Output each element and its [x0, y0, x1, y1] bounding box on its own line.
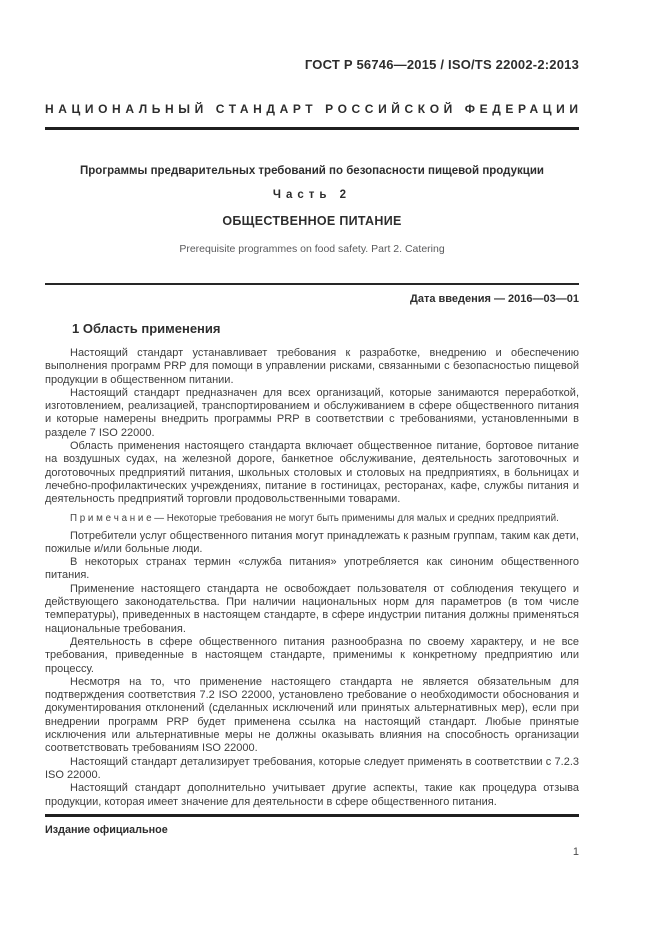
paragraph: Настоящий стандарт предназначен для всех организаций, которые занимаются переработкой, изготовлением, реализацией, транспортированием и обслуживанием в сфере общественного питания и которые намерены внедрить программы PRP в соответствии с требованиями, установленными в разделе 7 ISO 22000. [45, 386, 579, 439]
paragraph: Область применения настоящего стандарта включает общественное питание, бортовое питание на воздушных судах, на железной дороге, банкетное обслуживание, деятельность заготовочных и доготовочных предприятий питания, школьных столовых и столовых на предприятиях, в больницах и лечебно-профилактических учреждениях, питание в гостиницах, ресторанах, кафе, службы питания и деятельность предприятий торговли продовольственными товарами. [45, 440, 579, 506]
effective-date: Дата введения — 2016—03—01 [410, 293, 579, 305]
paragraph: Деятельность в сфере общественного питания разнообразна по своему характеру, и не все требования, приведенные в настоящем стандарте, применимы к конкретному предприятию или процессу. [45, 635, 579, 675]
note-paragraph: П р и м е ч а н и е — Некоторые требования не могут быть применимы для малых и средних предприятий. [70, 512, 559, 524]
paragraph: Применение настоящего стандарта не освобождает пользователя от соблюдения текущего и действующего законодательства. При наличии национальных норм для параметров (в том числе температуры), приведенных в настоящем стандарте, в сфере индустрии питания должны применяться национальные требования. [45, 582, 579, 635]
doc-subtitle-en: Prerequisite programmes on food safety. Part 2. Catering [179, 243, 445, 255]
page-footer [45, 814, 579, 858]
paragraph: Настоящий стандарт дополнительно учитывает другие аспекты, такие как процедура отзыва продукции, которая имеет значение для деятельности в сфере общественного питания. [45, 782, 579, 808]
paragraph: Несмотря на то, что применение настоящего стандарта не является обязательным для подтверждения соответствия 7.2 ISO 22000, установлено требование о необходимости обоснования и документирования отклонений (сделанных исключений или принятых альтернативных мер), если при внедрении программ PRP будет применена ссылка на настоящий стандарт. Любые принятые исключения или альтернативные меры не должны оказывать влияния на способность организации соответствовать требованиям ISO 22000. [45, 675, 579, 755]
paragraph: Настоящий стандарт детализирует требования, которые следует применять в соответствии с 7.2.3 ISO 22000. [45, 755, 579, 781]
doc-code-header: ГОСТ Р 56746—2015 / ISO/TS 22002-2:2013 [304, 57, 579, 72]
section-heading: 1 Область применения [72, 321, 221, 336]
edition-note: Издание официальное [45, 823, 168, 836]
paragraph: В некоторых странах термин «служба питания» употребляется как синоним общественного питания. [45, 556, 579, 582]
section-body [45, 347, 579, 809]
paragraph: Потребители услуг общественного питания могут принадлежать к разным группам, таким как дети, пожилые и/или больные люди. [45, 529, 579, 555]
doc-subtitle: ОБЩЕСТВЕННОЕ ПИТАНИЕ [222, 214, 402, 228]
standard-type-banner: НАЦИОНАЛЬНЫЙ СТАНДАРТ РОССИЙСКОЙ ФЕДЕРАЦИИ [45, 102, 583, 116]
header-rule [45, 127, 579, 130]
page-number: 1 [572, 845, 579, 858]
doc-part: Часть 2 [272, 189, 352, 201]
paragraph: Настоящий стандарт устанавливает требования к разработке, внедрению и обеспечению выполнения программ PRP для помощи в управлении рисками, связанными с безопасностью пищевой продукции в общественном питании. [45, 347, 579, 386]
title-separator-rule [45, 283, 579, 285]
doc-title: Программы предварительных требований по безопасности пищевой продукции [80, 165, 544, 177]
footer-rule [45, 814, 579, 817]
